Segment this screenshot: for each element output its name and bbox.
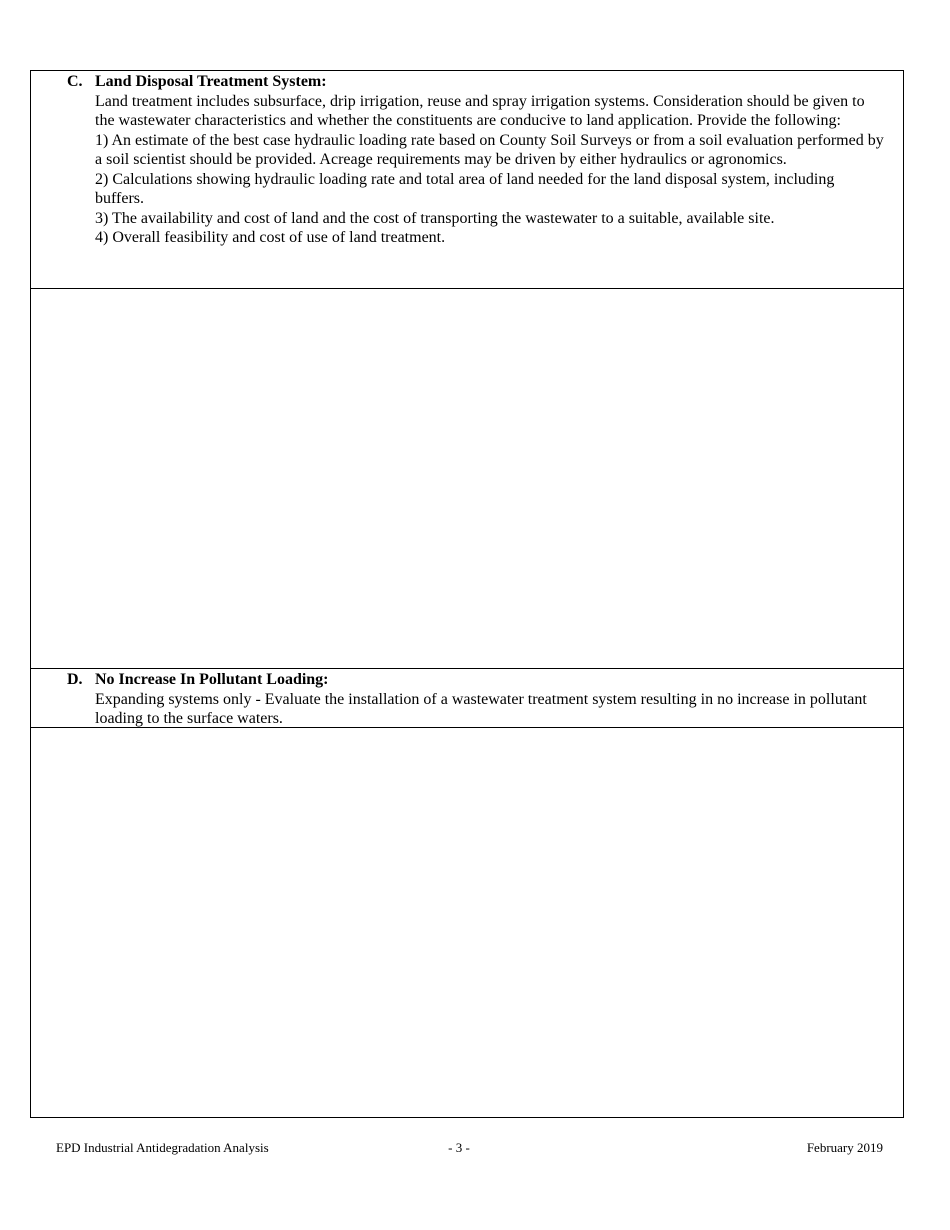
footer-document-title: EPD Industrial Antidegradation Analysis [56, 1140, 269, 1155]
section-d-header [31, 668, 903, 728]
section-d-text [95, 670, 887, 729]
section-d-intro: Expanding systems only - Evaluate the installation of a wastewater treatment system resulting in no increase in pollutant loading to the surface waters. [95, 690, 867, 727]
section-c-intro: Land treatment includes subsurface, drip irrigation, reuse and spray irrigation systems. Consideration should be given to the wastewater characteristics and whether the constituents are conducive to land application. Provide the following: [95, 92, 865, 129]
section-d-title: No Increase In Pollutant Loading: [95, 671, 329, 688]
section-c-item-1: 1) An estimate of the best case hydraulic loading rate based on County Soil Surveys or from a soil evaluation performed by a soil scientist should be provided. Acreage requirements may be driven by either hydraulics or agronomics. [95, 131, 884, 168]
section-c-item-3: 3) The availability and cost of land and the cost of transporting the wastewater to a suitable, available site. [95, 209, 775, 227]
form-frame [30, 70, 904, 1118]
section-d-letter: D. [67, 671, 83, 688]
footer-page-number: - 3 - [448, 1140, 470, 1155]
section-c-title: Land Disposal Treatment System: [95, 73, 327, 90]
section-c-item-4: 4) Overall feasibility and cost of use of land treatment. [95, 229, 446, 246]
footer-date: February 2019 [806, 1140, 883, 1155]
section-c-response-area[interactable] [31, 288, 903, 668]
section-c-letter: C. [67, 73, 83, 90]
section-d-response-area[interactable] [31, 728, 903, 1117]
section-c-text [95, 72, 887, 248]
section-c-header [31, 71, 903, 289]
section-c-item-2: 2) Calculations showing hydraulic loading rate and total area of land needed for the land disposal system, including buffers. [95, 170, 835, 207]
